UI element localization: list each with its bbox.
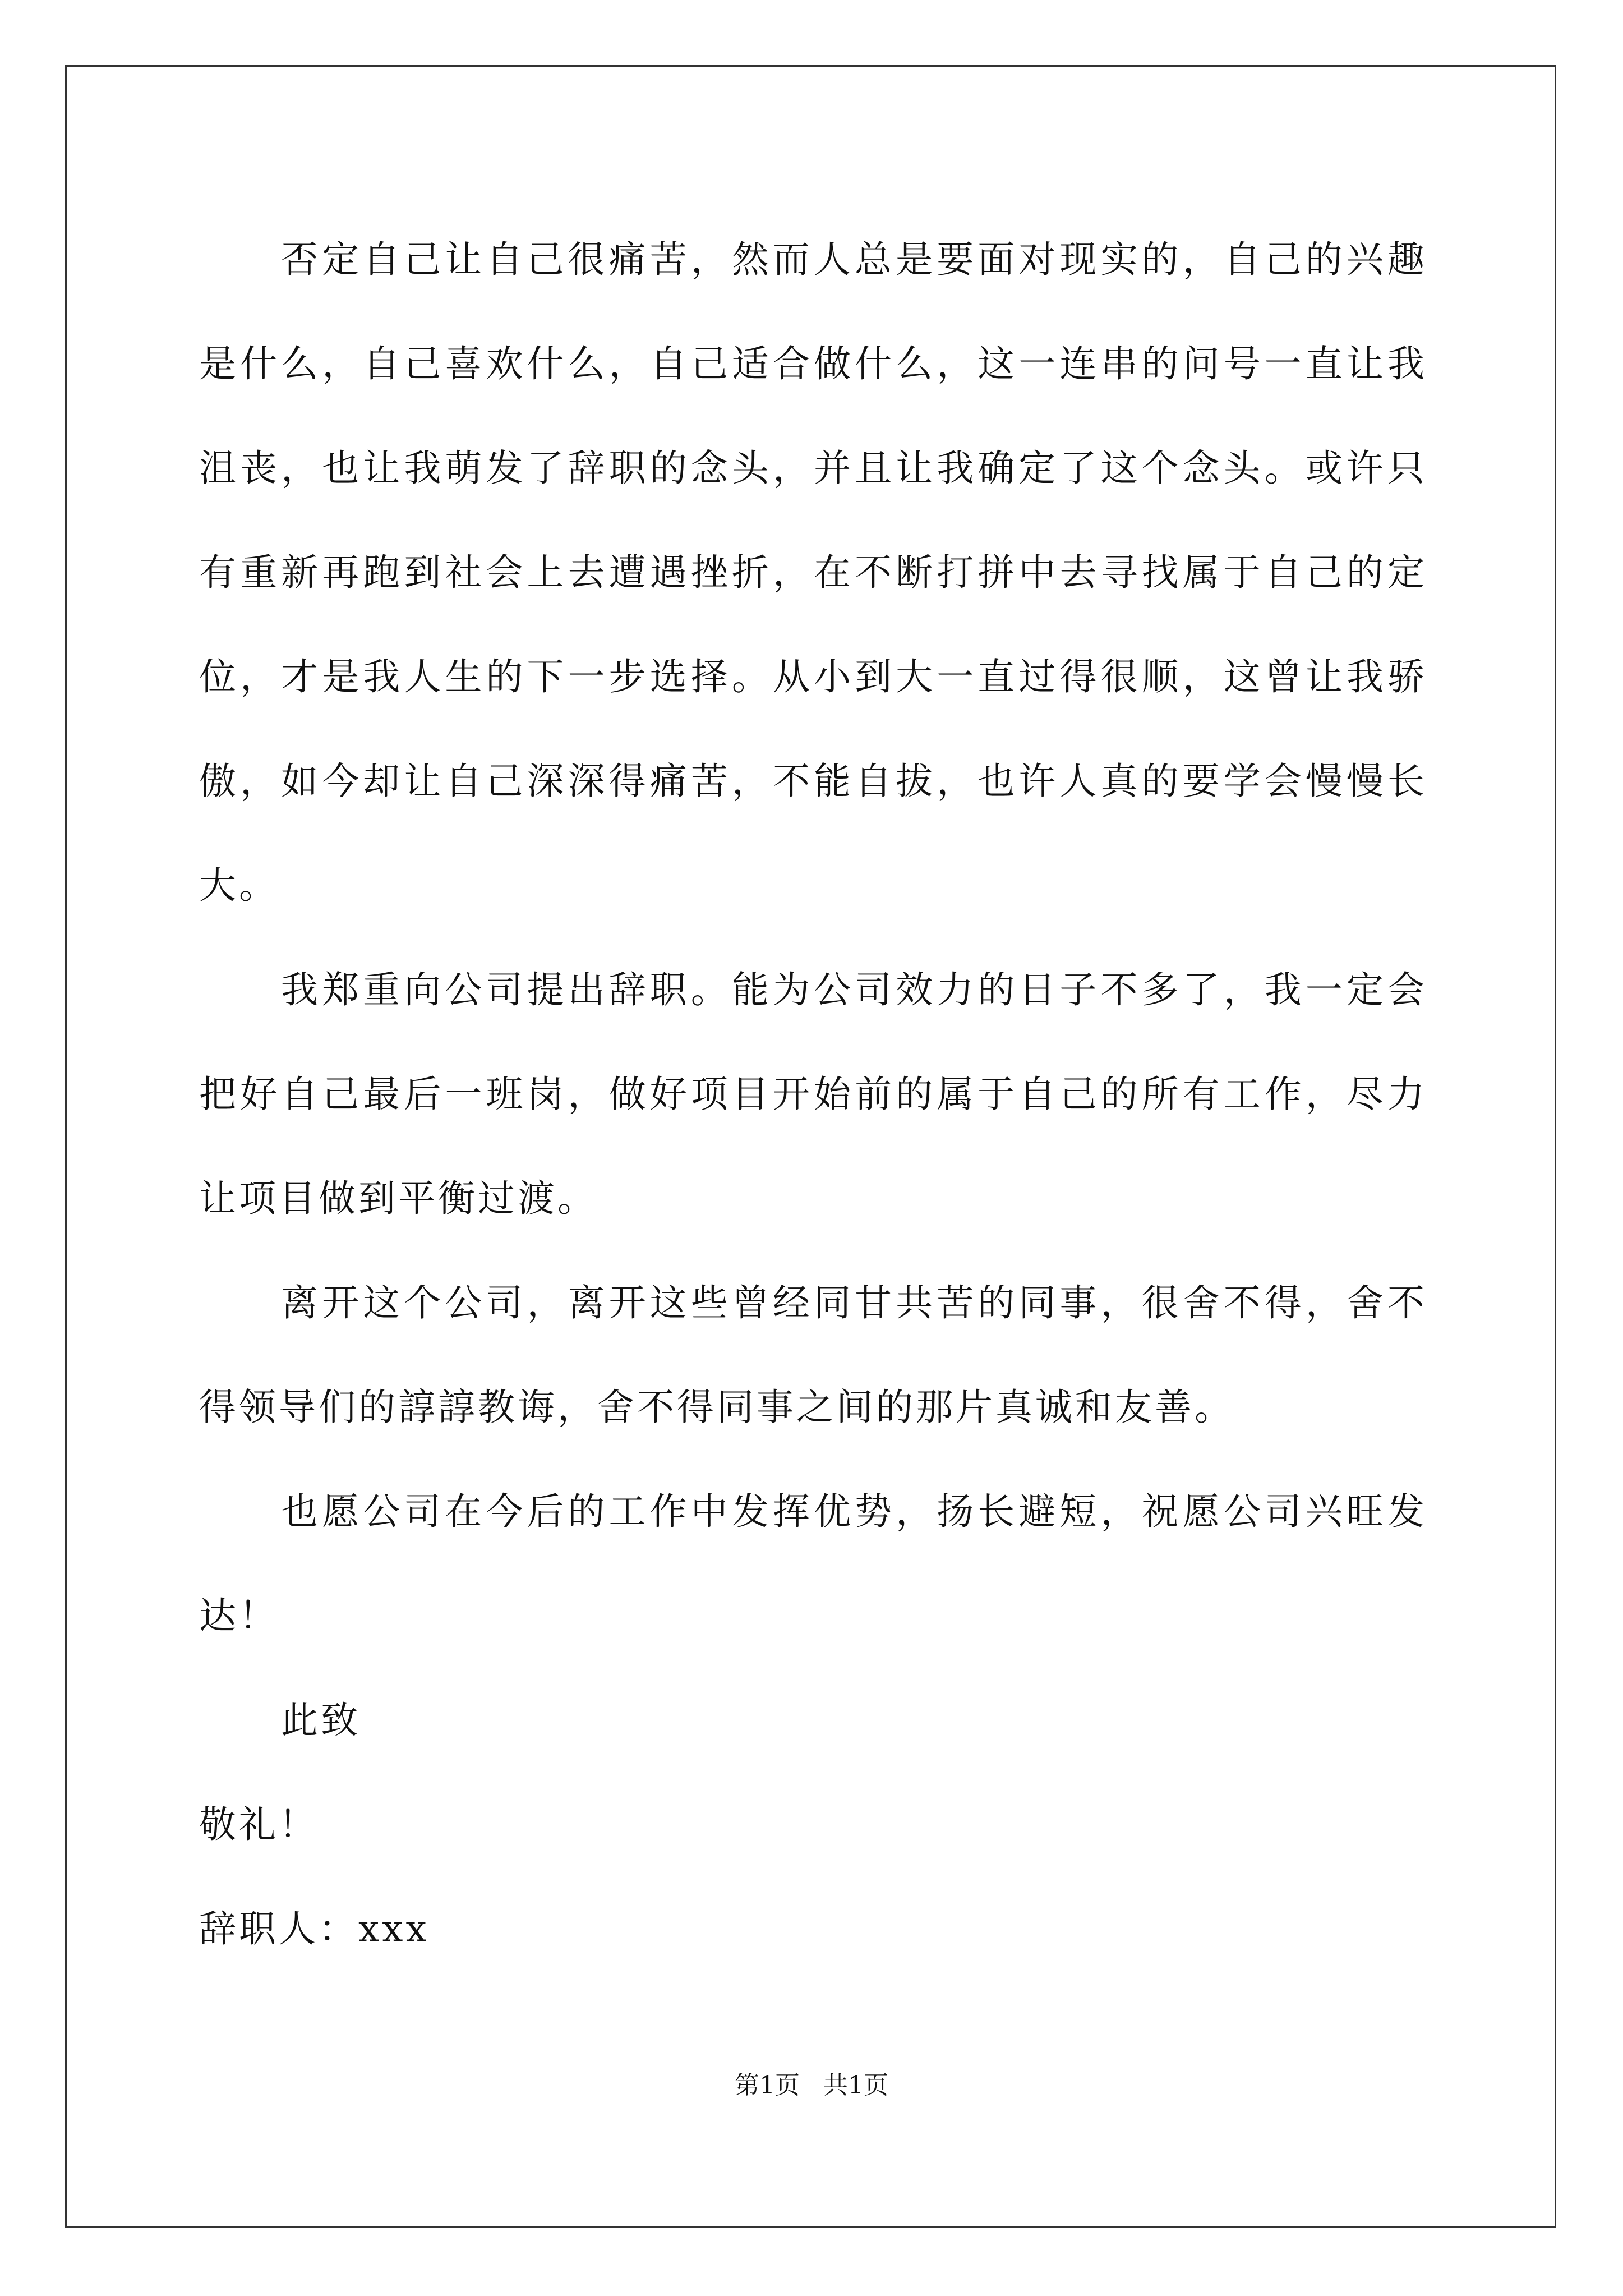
letter-body: [199, 208, 1427, 1981]
page-number-total: 共1页: [823, 2071, 888, 2100]
paragraph-1: 否定自己让自己很痛苦，然而人总是要面对现实的，自己的兴趣是什么，自己喜欢什么，自己适合做什么，这一连串的问号一直让我沮丧，也让我萌发了辞职的念头，并且让我确定了这个念头。或许只有重新再跑到社会上去遭遇挫折，在不断打拼中去寻找属于自己的定位，才是我人生的下一步选择。从小到大一直过得很顺，这曾让我骄傲，如今却让自己深深得痛苦，不能自拔，也许人真的要学会慢慢长大。: [199, 238, 1427, 907]
closing-line: 此致: [281, 1699, 361, 1742]
salutation-line: 敬礼！: [199, 1803, 319, 1846]
signature-line: 辞职人：xxx: [199, 1907, 430, 1950]
paragraph-2: 我郑重向公司提出辞职。能为公司效力的日子不多了，我一定会把好自己最后一班岗，做好项目开始前的属于自己的所有工作，尽力让项目做到平衡过渡。: [199, 968, 1427, 1220]
paragraph-4: 也愿公司在今后的工作中发挥优势，扬长避短，祝愿公司兴旺发达！: [199, 1490, 1427, 1637]
footer-spacer: [800, 2071, 823, 2100]
page-number-current: 第1页: [735, 2071, 800, 2100]
page-footer: [0, 2069, 1623, 2102]
paragraph-3: 离开这个公司，离开这些曾经同甘共苦的同事，很舍不得，舍不得领导们的諄諄教诲，舍不得同事之间的那片真诚和友善。: [199, 1281, 1427, 1429]
